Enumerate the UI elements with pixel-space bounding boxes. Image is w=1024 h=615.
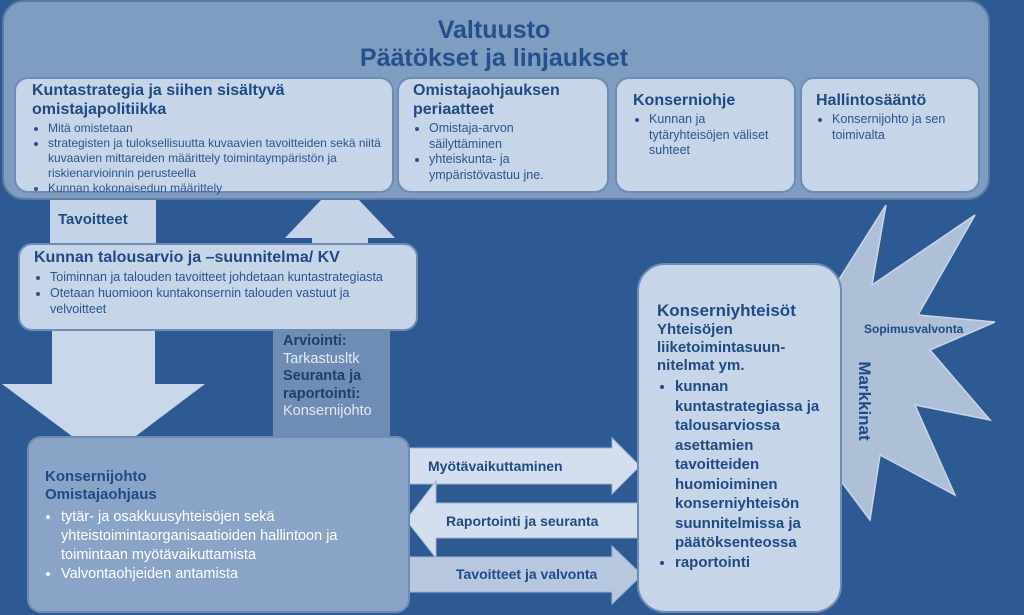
group-management-title2: Omistajaohjaus xyxy=(45,486,157,503)
list-item: • strategisten ja tuloksellisuutta kuvaavien tavoitteiden sekä niitä kuvaavien mittareiden määrittely toimintaympäristön ja riskienarvioinnin perusteella xyxy=(48,136,386,181)
contract-monitoring-label: Sopimusvalvonta xyxy=(864,322,964,336)
list-item: • Otetaan huomioon kuntakonsernin talouden vastuut ja velvoitteet xyxy=(50,285,408,317)
council-title: Valtuusto xyxy=(437,16,551,44)
list-item: • Omistaja-arvon säilyttäminen xyxy=(429,121,579,152)
evaluation-line5: Konsernijohto xyxy=(283,403,372,419)
entities-subtitle-line1: Yhteisöjen xyxy=(657,321,733,338)
administrative-rule-title: Hallintosääntö xyxy=(816,92,927,109)
list-item: • tytär- ja osakkuusyhteisöjen sekä yhteistoimintaorganisaatioiden hallintoon ja toimintaan myötävaikuttamista xyxy=(61,508,398,565)
strategy-box xyxy=(14,77,394,193)
markets-label: Markkinat xyxy=(855,361,874,441)
ownership-principles-title xyxy=(413,81,601,119)
arrow-left-label: Raportointi ja seuranta xyxy=(446,513,599,529)
evaluation-text xyxy=(283,333,388,421)
administrative-rule-box xyxy=(800,77,980,193)
list-item: • Valvontaohjeiden antamista xyxy=(61,565,398,584)
list-item: • Konsernijohto ja sen toimivalta xyxy=(832,112,962,143)
evaluation-line1: Arviointi: xyxy=(283,333,347,349)
list-item: • kunnan kuntastrategiassa ja talousarviossa asettamien tavoitteiden huomioiminen konserniyhteisön suunnitelmissa ja päätöksenteossa xyxy=(675,377,835,553)
list-item: • yhteiskunta- ja ympäristövastuu jne. xyxy=(429,152,579,183)
group-instruction-box xyxy=(615,77,796,193)
group-entities-box xyxy=(637,263,842,613)
entities-subtitle-line2: liiketoimintasuun- xyxy=(657,339,786,356)
strategy-title xyxy=(32,81,386,119)
evaluation-line4: raportointi: xyxy=(283,385,361,402)
ownership-title-line1: Omistajaohjauksen xyxy=(413,82,560,99)
list-item: • Mitä omistetaan xyxy=(48,121,386,136)
evaluation-line3: Seuranta ja xyxy=(283,368,362,384)
ownership-title-line2: periaatteet xyxy=(413,101,494,118)
evaluation-line2: Tarkastusltk xyxy=(283,350,360,367)
entities-title: Konserniyhteisöt xyxy=(657,301,796,320)
tavoitteet-label: Tavoitteet xyxy=(58,211,128,228)
group-instruction-title: Konserniohje xyxy=(633,92,736,109)
group-management-box xyxy=(27,436,410,613)
strategy-title-line1: Kuntastrategia ja siihen sisältyvä xyxy=(32,82,285,99)
arrow-right-2-label: Tavoitteet ja valvonta xyxy=(456,566,598,582)
budget-title: Kunnan talousarvio ja –suunnitelma/ KV xyxy=(34,249,340,266)
council-heading xyxy=(0,16,988,72)
group-management-title1: Konsernijohto xyxy=(45,468,147,485)
council-subtitle: Päätökset ja linjaukset xyxy=(359,44,629,72)
budget-box xyxy=(18,243,418,331)
list-item: • Kunnan kokonaisedun määrittely xyxy=(48,181,386,196)
ownership-principles-box xyxy=(397,77,609,193)
list-item: • raportointi xyxy=(675,553,835,573)
strategy-title-line2: omistajapolitiikka xyxy=(32,101,167,118)
entities-subtitle-line3: nitelmat ym. xyxy=(657,357,745,374)
arrow-right-1-label: Myötävaikuttaminen xyxy=(428,458,563,474)
list-item: • Toiminnan ja talouden tavoitteet johdetaan kuntastrategiasta xyxy=(50,269,408,285)
entities-subtitle xyxy=(657,321,832,375)
list-item: • Kunnan ja tytäryhteisöjen väliset suhteet xyxy=(649,112,769,159)
